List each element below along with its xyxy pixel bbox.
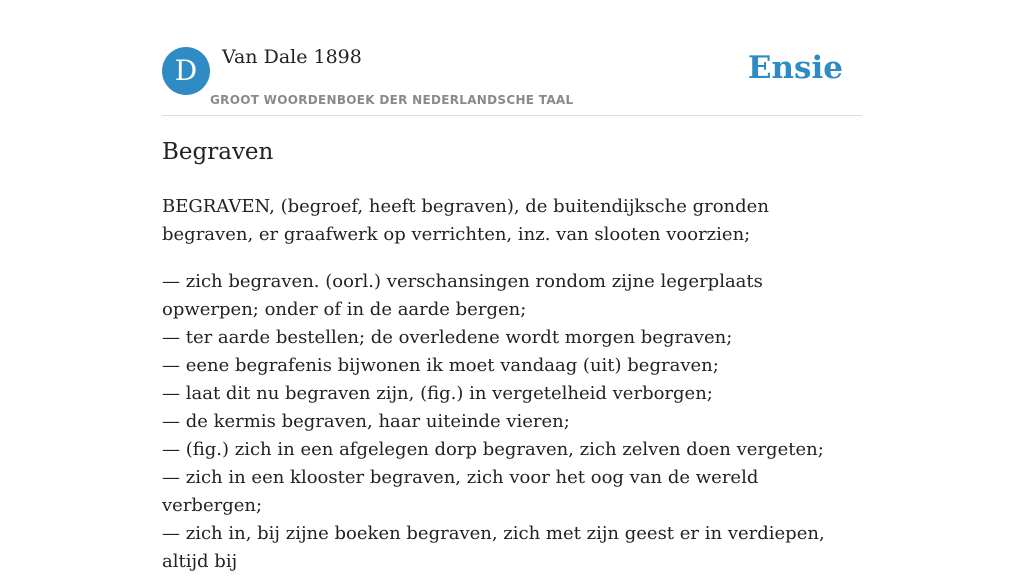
dictionary-title[interactable]: Van Dale 1898 xyxy=(222,46,362,68)
dictionary-logo-badge[interactable]: D xyxy=(162,47,210,95)
entry-definition: BEGRAVEN, (begroef, heeft begraven), de buitendijksche gronden begraven, er graafwerk op verrichten, inz. van slooten voorzien; xyxy=(162,196,769,245)
sense-item: — ter aarde bestellen; de overledene wordt morgen begraven; xyxy=(162,327,733,348)
sense-item: — (fig.) zich in een afgelegen dorp begraven, zich zelven doen vergeten; xyxy=(162,439,824,460)
dictionary-page xyxy=(162,0,862,572)
entry-senses xyxy=(162,268,862,576)
sense-item: — zich in, bij zijne boeken begraven, zich met zijn geest er in verdiepen, altijd bij xyxy=(162,523,825,572)
site-logo[interactable]: Ensie xyxy=(747,50,843,86)
sense-item: — zich begraven. (oorl.) verschansingen rondom zijne legerplaats opwerpen; onder of in de aarde bergen; xyxy=(162,271,763,320)
page-header xyxy=(162,0,862,116)
sense-item: — laat dit nu begraven zijn, (fig.) in vergetelheid verborgen; xyxy=(162,383,713,404)
entry-headword: Begraven xyxy=(162,139,274,165)
dictionary-subtitle: GROOT WOORDENBOEK DER NEDERLANDSCHE TAAL xyxy=(210,93,574,107)
sense-item: — eene begrafenis bijwonen ik moet vandaag (uit) begraven; xyxy=(162,355,719,376)
sense-item: — zich in een klooster begraven, zich voor het oog van de wereld verbergen; xyxy=(162,467,759,516)
sense-item: — de kermis begraven, haar uiteinde vieren; xyxy=(162,411,570,432)
